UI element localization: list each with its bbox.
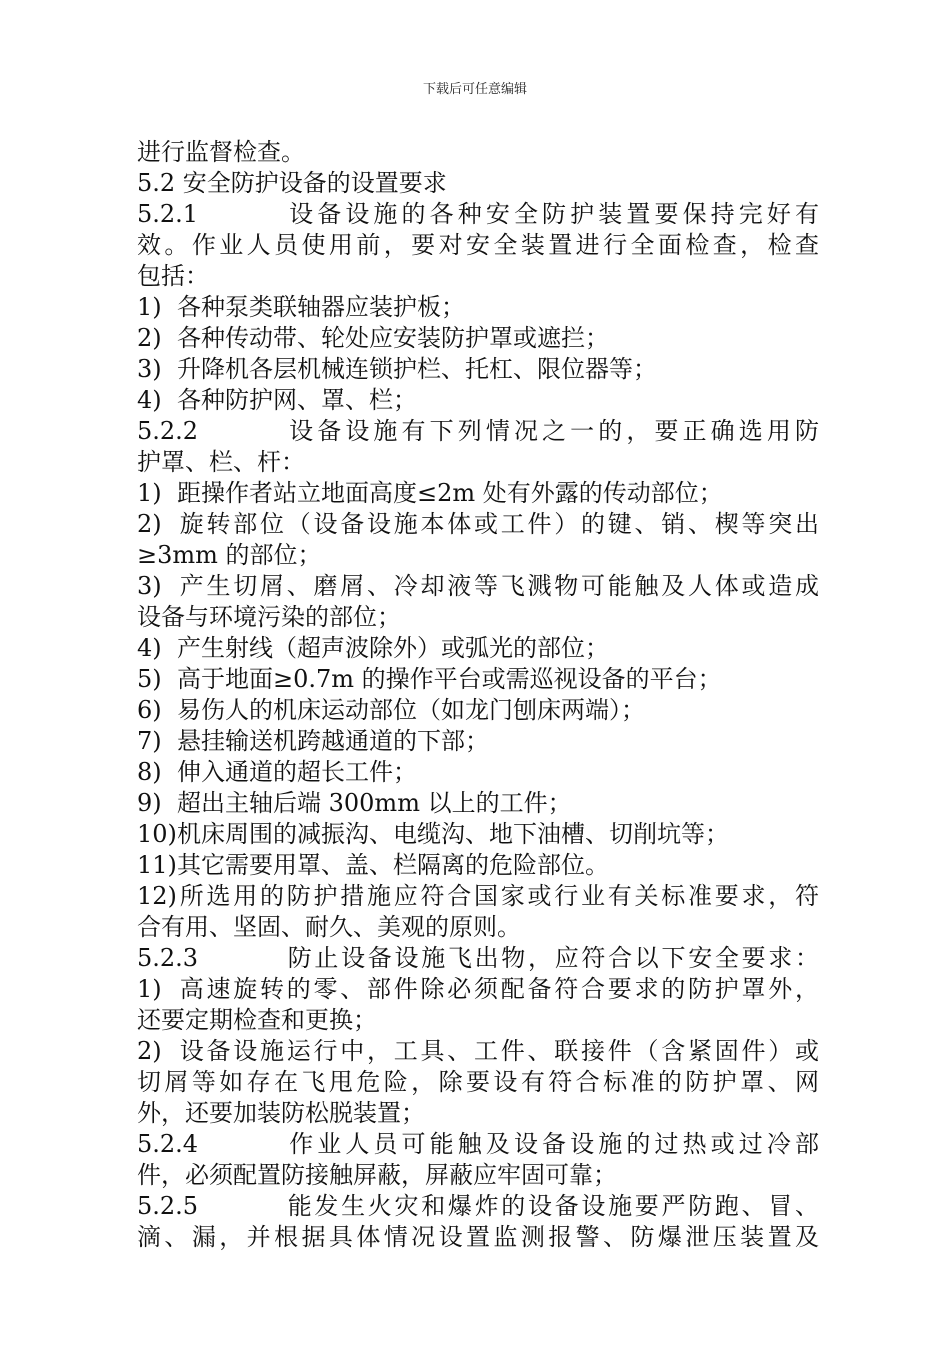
- line-text: 其它需要用罩、盖、栏隔离的危险部位。: [177, 851, 609, 879]
- text-line: [137, 1098, 819, 1129]
- line-text: 所选用的防护措施应符合国家或行业有关标准要求，符: [177, 882, 819, 910]
- line-text: 切屑等如存在飞甩危险，除要设有符合标准的防护罩、网: [137, 1068, 819, 1096]
- line-text: 设备与环境污染的部位；: [137, 603, 401, 631]
- text-line: [137, 354, 819, 385]
- document-body: [137, 137, 819, 1253]
- text-line: [137, 199, 819, 230]
- line-text: 还要定期检查和更换；: [137, 1006, 377, 1034]
- text-line: [137, 509, 819, 540]
- list-number: 12): [137, 882, 177, 910]
- text-line: [137, 540, 819, 571]
- page-header: 下载后可任意编辑: [422, 82, 527, 97]
- text-line: [137, 819, 819, 850]
- line-text: 各种泵类联轴器应装护板；: [177, 293, 465, 321]
- text-line: [137, 974, 819, 1005]
- list-number: 1): [137, 975, 162, 1003]
- text-line: [137, 261, 819, 292]
- line-text: 旋转部位（设备设施本体或工件）的键、销、楔等突出: [177, 510, 819, 538]
- section-number: 5.2.2: [137, 417, 199, 445]
- line-text: ≥3mm 的部位；: [137, 541, 322, 569]
- line-text: 高于地面≥0.7m 的操作平台或需巡视设备的平台；: [177, 665, 722, 693]
- text-line: [137, 571, 819, 602]
- text-line: [137, 912, 819, 943]
- text-line: [137, 881, 819, 912]
- text-line: [137, 230, 819, 261]
- line-text: 机床周围的减振沟、电缆沟、地下油槽、切削坑等；: [177, 820, 729, 848]
- text-line: [137, 757, 819, 788]
- text-line: [137, 168, 819, 199]
- list-number: 8): [137, 758, 162, 786]
- text-line: [137, 1222, 819, 1253]
- list-number: 6): [137, 696, 162, 724]
- line-text: 设备设施有下列情况之一的，要正确选用防: [285, 417, 819, 445]
- line-text: 升降机各层机械连锁护栏、托杠、限位器等；: [177, 355, 657, 383]
- text-line: [137, 416, 819, 447]
- line-text: 进行监督检查。: [137, 138, 305, 166]
- text-line: [137, 137, 819, 168]
- text-line: [137, 1160, 819, 1191]
- list-number: 3): [137, 572, 162, 600]
- text-line: [137, 850, 819, 881]
- line-text: 距操作者站立地面高度≤2m 处有外露的传动部位；: [177, 479, 723, 507]
- line-text: 产生切屑、磨屑、冷却液等飞溅物可能触及人体或造成: [177, 572, 819, 600]
- text-line: [137, 943, 819, 974]
- line-text: 设备设施的各种安全防护装置要保持完好有: [285, 200, 819, 228]
- text-line: [137, 1036, 819, 1067]
- list-number: 2): [137, 510, 162, 538]
- section-number: 5.2.4: [137, 1130, 199, 1158]
- line-text: 包括：: [137, 262, 209, 290]
- text-line: [137, 695, 819, 726]
- text-line: [137, 292, 819, 323]
- text-line: [137, 633, 819, 664]
- text-line: [137, 1005, 819, 1036]
- list-number: 2): [137, 324, 162, 352]
- text-line: [137, 447, 819, 478]
- list-number: 11): [137, 851, 177, 879]
- text-line: [137, 1129, 819, 1160]
- text-line: [137, 323, 819, 354]
- line-text: 各种防护网、罩、栏；: [177, 386, 417, 414]
- line-text: 伸入通道的超长工件；: [177, 758, 417, 786]
- text-line: [137, 664, 819, 695]
- list-number: 1): [137, 479, 162, 507]
- section-number: 5.2.1: [137, 200, 199, 228]
- list-number: 9): [137, 789, 162, 817]
- line-text: 高速旋转的零、部件除必须配备符合要求的防护罩外，: [177, 975, 819, 1003]
- line-text: 超出主轴后端 300mm 以上的工件；: [177, 789, 572, 817]
- text-line: [137, 788, 819, 819]
- text-line: [137, 602, 819, 633]
- section-number: 5.2.5: [137, 1192, 199, 1220]
- text-line: [137, 726, 819, 757]
- list-number: 5): [137, 665, 162, 693]
- list-number: 4): [137, 386, 162, 414]
- line-text: 各种传动带、轮处应安装防护罩或遮拦；: [177, 324, 609, 352]
- line-text: 作业人员可能触及设备设施的过热或过冷部: [285, 1130, 819, 1158]
- line-text: 悬挂输送机跨越通道的下部；: [177, 727, 489, 755]
- line-text: 效。作业人员使用前，要对安全装置进行全面检查，检查: [137, 231, 819, 259]
- line-text: 防止设备设施飞出物，应符合以下安全要求：: [285, 944, 819, 972]
- line-text: 设备设施运行中，工具、工件、联接件（含紧固件）或: [177, 1037, 819, 1065]
- list-number: 2): [137, 1037, 162, 1065]
- line-text: 易伤人的机床运动部位（如龙门刨床两端）；: [177, 696, 645, 724]
- list-number: 3): [137, 355, 162, 383]
- line-text: 外，还要加装防松脱装置；: [137, 1099, 425, 1127]
- line-text: 5.2 安全防护设备的设置要求: [137, 169, 447, 197]
- section-number: 5.2.3: [137, 944, 199, 972]
- line-text: 能发生火灾和爆炸的设备设施要严防跑、冒、: [285, 1192, 819, 1220]
- text-line: [137, 1191, 819, 1222]
- list-number: 1): [137, 293, 162, 321]
- list-number: 7): [137, 727, 162, 755]
- list-number: 10): [137, 820, 177, 848]
- line-text: 产生射线（超声波除外）或弧光的部位；: [177, 634, 609, 662]
- text-line: [137, 385, 819, 416]
- text-line: [137, 1067, 819, 1098]
- list-number: 4): [137, 634, 162, 662]
- line-text: 合有用、坚固、耐久、美观的原则。: [137, 913, 521, 941]
- line-text: 滴、漏，并根据具体情况设置监测报警、防爆泄压装置及: [137, 1223, 819, 1251]
- line-text: 护罩、栏、杆：: [137, 448, 305, 476]
- text-line: [137, 478, 819, 509]
- line-text: 件，必须配置防接触屏蔽，屏蔽应牢固可靠；: [137, 1161, 617, 1189]
